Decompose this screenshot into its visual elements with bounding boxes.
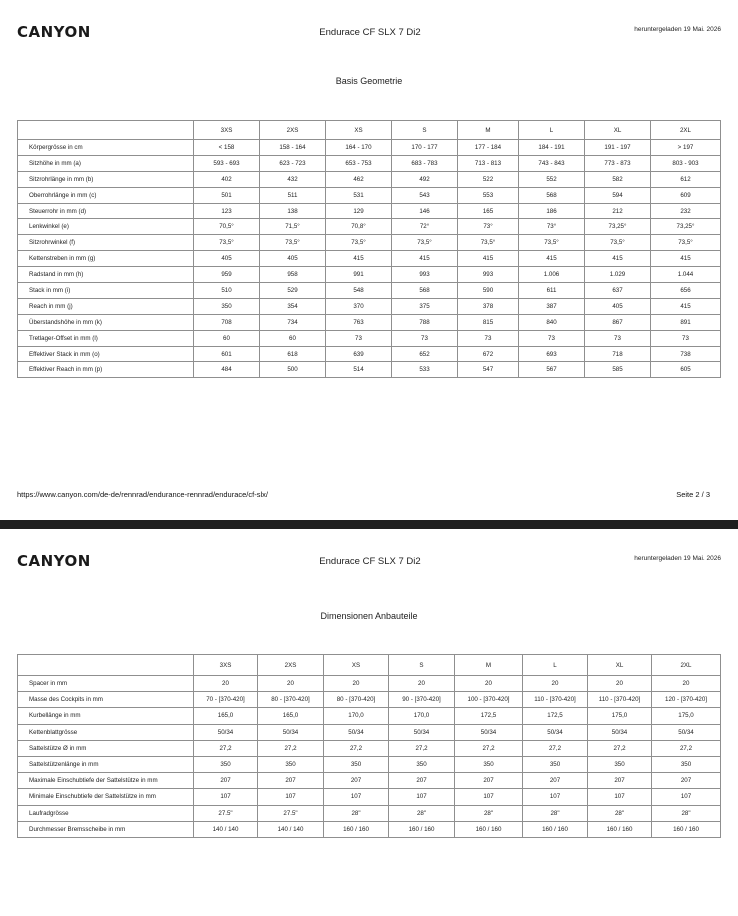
table-cell: 867 (585, 314, 651, 330)
table-cell: 891 (651, 314, 721, 330)
table-cell: 207 (523, 773, 588, 789)
table-cell: 1.006 (519, 267, 585, 283)
table-cell: 160 / 160 (389, 821, 455, 837)
table-cell: 611 (519, 283, 585, 299)
table-cell: > 197 (651, 140, 721, 156)
canyon-logo (17, 552, 105, 568)
table-cell: 20 (258, 676, 324, 692)
table-cell: 840 (519, 314, 585, 330)
table-cell: 637 (585, 283, 651, 299)
size-header-cell: 2XL (652, 655, 721, 676)
table-cell: 415 (585, 251, 651, 267)
table-cell: 73,5° (585, 235, 651, 251)
table-cell: 567 (519, 362, 585, 378)
table-cell: 50/34 (258, 724, 324, 740)
table-cell: 120 - [370-420] (652, 692, 721, 708)
table-cell: 350 (523, 756, 588, 772)
table-row (18, 267, 721, 283)
row-label: Sattelstütze Ø in mm (18, 740, 194, 756)
table-cell: 20 (523, 676, 588, 692)
table-cell: 72° (392, 219, 458, 235)
table-cell: 146 (392, 203, 458, 219)
table-cell: 585 (585, 362, 651, 378)
table-row (18, 692, 721, 708)
table-cell: 405 (260, 251, 326, 267)
table-cell: 370 (326, 298, 392, 314)
table-cell: 354 (260, 298, 326, 314)
table-cell: 743 - 843 (519, 155, 585, 171)
row-label: Oberrohrlänge in mm (c) (18, 187, 194, 203)
table-cell: 100 - [370-420] (455, 692, 523, 708)
table-cell: 107 (194, 789, 258, 805)
table-cell: 207 (324, 773, 389, 789)
table-cell: 73,5° (519, 235, 585, 251)
row-label: Steuerrohr in mm (d) (18, 203, 194, 219)
table-cell: 20 (324, 676, 389, 692)
table-cell: 415 (458, 251, 519, 267)
table-cell: 492 (392, 171, 458, 187)
size-header-cell: XL (585, 121, 651, 140)
table-cell: 158 - 164 (260, 140, 326, 156)
table-row (18, 219, 721, 235)
row-label: Kurbellänge in mm (18, 708, 194, 724)
table-cell: 734 (260, 314, 326, 330)
table-cell: 350 (389, 756, 455, 772)
table-cell: 71,5° (260, 219, 326, 235)
table-cell: 138 (260, 203, 326, 219)
table-cell: 27,2 (324, 740, 389, 756)
table-cell: 738 (651, 346, 721, 362)
table-cell: 28" (324, 805, 389, 821)
row-label: Radstand in mm (h) (18, 267, 194, 283)
table-cell: 175,0 (652, 708, 721, 724)
table-cell: 693 (519, 346, 585, 362)
table-cell: 28" (455, 805, 523, 821)
table-cell: 20 (194, 676, 258, 692)
table-cell: 73 (458, 330, 519, 346)
table-cell: < 158 (194, 140, 260, 156)
row-label: Kettenblattgrösse (18, 724, 194, 740)
table-cell: 350 (455, 756, 523, 772)
size-header-cell: 2XS (260, 121, 326, 140)
table-cell: 73,25° (585, 219, 651, 235)
table-cell: 402 (194, 171, 260, 187)
table-cell: 683 - 783 (392, 155, 458, 171)
components-table (17, 654, 721, 838)
table-cell: 568 (519, 187, 585, 203)
table-cell: 107 (324, 789, 389, 805)
table-cell: 788 (392, 314, 458, 330)
table-cell: 73 (392, 330, 458, 346)
size-header-cell: L (523, 655, 588, 676)
table-cell: 212 (585, 203, 651, 219)
table-row (18, 676, 721, 692)
row-label: Durchmesser Bremsscheibe in mm (18, 821, 194, 837)
geometry-table (17, 120, 721, 378)
table-cell: 993 (458, 267, 519, 283)
table-cell: 140 / 140 (194, 821, 258, 837)
table-cell: 207 (194, 773, 258, 789)
row-label: Effektiver Stack in mm (o) (18, 346, 194, 362)
table-cell: 612 (651, 171, 721, 187)
table-cell: 73,5° (458, 235, 519, 251)
table-row (18, 155, 721, 171)
table-cell: 593 - 693 (194, 155, 260, 171)
table-cell: 107 (455, 789, 523, 805)
table-cell: 107 (258, 789, 324, 805)
table-row (18, 330, 721, 346)
table-row (18, 171, 721, 187)
row-label: Kettenstreben in mm (g) (18, 251, 194, 267)
table-cell: 172,5 (455, 708, 523, 724)
table-cell: 170,0 (324, 708, 389, 724)
table-cell: 548 (326, 283, 392, 299)
table-cell: 553 (458, 187, 519, 203)
pdf-page-2 (0, 529, 738, 916)
table-cell: 432 (260, 171, 326, 187)
table-row (18, 724, 721, 740)
table-cell: 582 (585, 171, 651, 187)
table-cell: 713 - 813 (458, 155, 519, 171)
table-cell: 350 (652, 756, 721, 772)
table-cell: 50/34 (324, 724, 389, 740)
table-cell: 80 - [370-420] (258, 692, 324, 708)
table-cell: 27,2 (258, 740, 324, 756)
table-cell: 73 (326, 330, 392, 346)
table-cell: 656 (651, 283, 721, 299)
table-cell: 165 (458, 203, 519, 219)
table-cell: 110 - [370-420] (523, 692, 588, 708)
table-cell: 160 / 160 (652, 821, 721, 837)
table-cell: 73,5° (194, 235, 260, 251)
row-label: Effektiver Reach in mm (p) (18, 362, 194, 378)
table-cell: 73 (585, 330, 651, 346)
table-cell: 815 (458, 314, 519, 330)
table-cell: 350 (324, 756, 389, 772)
table-cell: 639 (326, 346, 392, 362)
table-row (18, 251, 721, 267)
table-cell: 73,25° (651, 219, 721, 235)
table-cell: 27,2 (194, 740, 258, 756)
table-cell: 28" (389, 805, 455, 821)
table-cell: 511 (260, 187, 326, 203)
table-cell: 123 (194, 203, 260, 219)
table-cell: 415 (651, 298, 721, 314)
canyon-logo (17, 23, 105, 39)
table-cell: 50/34 (652, 724, 721, 740)
table-cell: 20 (588, 676, 652, 692)
table-cell: 501 (194, 187, 260, 203)
size-header-cell: M (458, 121, 519, 140)
table-row (18, 821, 721, 837)
table-cell: 605 (651, 362, 721, 378)
table-row (18, 805, 721, 821)
table-cell: 232 (651, 203, 721, 219)
table-row (18, 756, 721, 772)
size-header-cell: S (389, 655, 455, 676)
row-label: Reach in mm (j) (18, 298, 194, 314)
footer-url[interactable]: https://www.canyon.com/de-de/rennrad/endurance-rennrad/endurace/cf-slx/ (17, 490, 268, 499)
table-cell: 350 (194, 756, 258, 772)
table-cell: 20 (652, 676, 721, 692)
table-cell: 993 (392, 267, 458, 283)
svg-text:CANYON: CANYON (17, 23, 91, 39)
table-cell: 160 / 160 (324, 821, 389, 837)
table-cell: 415 (651, 251, 721, 267)
table-cell: 50/34 (194, 724, 258, 740)
download-date: heruntergeladen 19 Mai. 2026 (634, 26, 721, 33)
table-cell: 378 (458, 298, 519, 314)
table-cell: 405 (585, 298, 651, 314)
table-cell: 50/34 (455, 724, 523, 740)
table-cell: 533 (392, 362, 458, 378)
document-title: Endurace CF SLX 7 Di2 (319, 556, 421, 567)
row-label: Überstandshöhe in mm (k) (18, 314, 194, 330)
table-cell: 107 (588, 789, 652, 805)
table-cell: 1.044 (651, 267, 721, 283)
table-cell: 165,0 (258, 708, 324, 724)
size-header-cell: XS (326, 121, 392, 140)
table-row (18, 140, 721, 156)
size-header-cell: 2XL (651, 121, 721, 140)
table-cell: 552 (519, 171, 585, 187)
row-label: Sitzhöhe in mm (a) (18, 155, 194, 171)
table-row (18, 346, 721, 362)
table-cell: 590 (458, 283, 519, 299)
table-cell: 184 - 191 (519, 140, 585, 156)
download-date: heruntergeladen 19 Mai. 2026 (634, 555, 721, 562)
table-cell: 70,8° (326, 219, 392, 235)
table-header-row (18, 121, 721, 140)
row-label: Tretlager-Offset in mm (l) (18, 330, 194, 346)
table-cell: 415 (392, 251, 458, 267)
table-row (18, 362, 721, 378)
table-cell: 28" (523, 805, 588, 821)
table-cell: 207 (389, 773, 455, 789)
table-cell: 718 (585, 346, 651, 362)
table-cell: 50/34 (588, 724, 652, 740)
table-cell: 484 (194, 362, 260, 378)
table-cell: 959 (194, 267, 260, 283)
table-cell: 609 (651, 187, 721, 203)
row-label: Sattelstützenlänge in mm (18, 756, 194, 772)
section-title-components: Dimensionen Anbauteile (320, 611, 418, 621)
table-cell: 958 (260, 267, 326, 283)
svg-text:CANYON: CANYON (17, 552, 91, 568)
size-header-cell: M (455, 655, 523, 676)
table-cell: 73,5° (651, 235, 721, 251)
table-cell: 27.5" (258, 805, 324, 821)
table-cell: 514 (326, 362, 392, 378)
table-cell: 601 (194, 346, 260, 362)
table-cell: 27,2 (652, 740, 721, 756)
table-cell: 70 - [370-420] (194, 692, 258, 708)
table-cell: 170 - 177 (392, 140, 458, 156)
table-cell: 107 (652, 789, 721, 805)
table-cell: 165,0 (194, 708, 258, 724)
table-cell: 653 - 753 (326, 155, 392, 171)
table-cell: 462 (326, 171, 392, 187)
table-cell: 140 / 140 (258, 821, 324, 837)
table-row (18, 187, 721, 203)
table-row (18, 283, 721, 299)
table-cell: 186 (519, 203, 585, 219)
table-cell: 20 (389, 676, 455, 692)
table-row (18, 298, 721, 314)
table-cell: 672 (458, 346, 519, 362)
row-label: Sitzrohrwinkel (f) (18, 235, 194, 251)
page-separator (0, 520, 738, 529)
size-header-cell: 3XS (194, 121, 260, 140)
table-row (18, 203, 721, 219)
table-cell: 1.029 (585, 267, 651, 283)
table-cell: 73,5° (260, 235, 326, 251)
row-label: Spacer in mm (18, 676, 194, 692)
table-cell: 773 - 873 (585, 155, 651, 171)
table-cell: 164 - 170 (326, 140, 392, 156)
table-cell: 160 / 160 (588, 821, 652, 837)
page-number: Seite 2 / 3 (676, 490, 710, 499)
header-corner-cell (18, 121, 194, 140)
table-cell: 375 (392, 298, 458, 314)
table-cell: 107 (523, 789, 588, 805)
table-cell: 110 - [370-420] (588, 692, 652, 708)
table-row (18, 740, 721, 756)
size-header-cell: 2XS (258, 655, 324, 676)
table-cell: 73 (651, 330, 721, 346)
table-cell: 70,5° (194, 219, 260, 235)
table-cell: 207 (588, 773, 652, 789)
table-cell: 170,0 (389, 708, 455, 724)
header-corner-cell (18, 655, 194, 676)
row-label: Körpergrösse in cm (18, 140, 194, 156)
table-cell: 547 (458, 362, 519, 378)
table-header-row (18, 655, 721, 676)
table-cell: 160 / 160 (523, 821, 588, 837)
table-cell: 763 (326, 314, 392, 330)
table-cell: 529 (260, 283, 326, 299)
table-row (18, 314, 721, 330)
table-cell: 80 - [370-420] (324, 692, 389, 708)
table-cell: 500 (260, 362, 326, 378)
table-cell: 531 (326, 187, 392, 203)
table-cell: 73,5° (326, 235, 392, 251)
table-cell: 618 (260, 346, 326, 362)
size-header-cell: XL (588, 655, 652, 676)
table-cell: 350 (194, 298, 260, 314)
table-cell: 172,5 (523, 708, 588, 724)
table-cell: 350 (258, 756, 324, 772)
table-cell: 73,5° (392, 235, 458, 251)
size-header-cell: S (392, 121, 458, 140)
table-cell: 623 - 723 (260, 155, 326, 171)
table-cell: 60 (194, 330, 260, 346)
table-cell: 27,2 (455, 740, 523, 756)
table-row (18, 708, 721, 724)
table-cell: 20 (455, 676, 523, 692)
table-cell: 27,2 (588, 740, 652, 756)
table-cell: 594 (585, 187, 651, 203)
table-cell: 350 (588, 756, 652, 772)
table-row (18, 773, 721, 789)
table-cell: 510 (194, 283, 260, 299)
section-title-geometry: Basis Geometrie (335, 76, 403, 86)
row-label: Laufradgrösse (18, 805, 194, 821)
table-cell: 160 / 160 (455, 821, 523, 837)
table-cell: 28" (652, 805, 721, 821)
table-cell: 27,2 (389, 740, 455, 756)
size-header-cell: L (519, 121, 585, 140)
row-label: Maximale Einschubtiefe der Sattelstütze in mm (18, 773, 194, 789)
table-row (18, 789, 721, 805)
table-cell: 175,0 (588, 708, 652, 724)
table-cell: 415 (519, 251, 585, 267)
row-label: Stack in mm (i) (18, 283, 194, 299)
table-cell: 207 (258, 773, 324, 789)
table-cell: 73° (519, 219, 585, 235)
table-cell: 50/34 (389, 724, 455, 740)
row-label: Masse des Cockpits in mm (18, 692, 194, 708)
table-cell: 129 (326, 203, 392, 219)
table-cell: 387 (519, 298, 585, 314)
table-cell: 73° (458, 219, 519, 235)
table-cell: 177 - 184 (458, 140, 519, 156)
table-cell: 803 - 903 (651, 155, 721, 171)
table-cell: 405 (194, 251, 260, 267)
table-cell: 107 (389, 789, 455, 805)
table-cell: 90 - [370-420] (389, 692, 455, 708)
table-cell: 652 (392, 346, 458, 362)
table-cell: 543 (392, 187, 458, 203)
table-cell: 50/34 (523, 724, 588, 740)
table-cell: 73 (519, 330, 585, 346)
table-cell: 207 (455, 773, 523, 789)
table-cell: 191 - 197 (585, 140, 651, 156)
table-cell: 991 (326, 267, 392, 283)
table-cell: 27.5" (194, 805, 258, 821)
table-row (18, 235, 721, 251)
table-cell: 568 (392, 283, 458, 299)
table-cell: 27,2 (523, 740, 588, 756)
row-label: Minimale Einschubtiefe der Sattelstütze in mm (18, 789, 194, 805)
size-header-cell: XS (324, 655, 389, 676)
table-cell: 28" (588, 805, 652, 821)
document-title: Endurace CF SLX 7 Di2 (319, 27, 421, 38)
row-label: Sitzrohrlänge in mm (b) (18, 171, 194, 187)
table-cell: 207 (652, 773, 721, 789)
table-cell: 522 (458, 171, 519, 187)
size-header-cell: 3XS (194, 655, 258, 676)
table-cell: 415 (326, 251, 392, 267)
row-label: Lenkwinkel (e) (18, 219, 194, 235)
table-cell: 708 (194, 314, 260, 330)
table-cell: 60 (260, 330, 326, 346)
